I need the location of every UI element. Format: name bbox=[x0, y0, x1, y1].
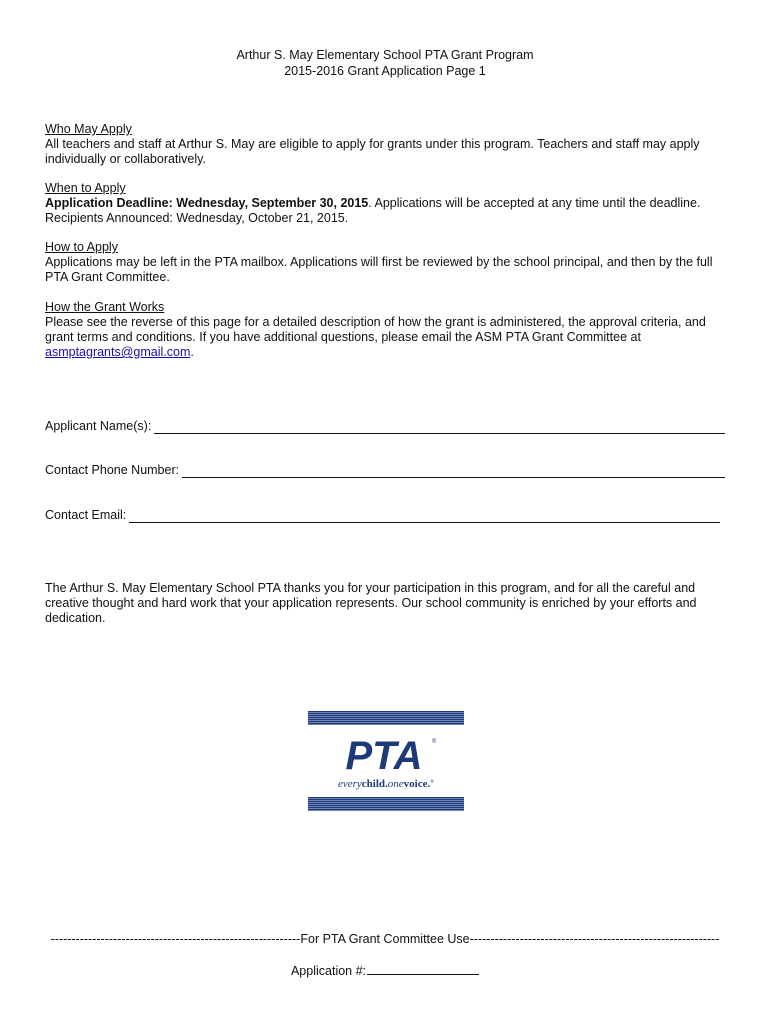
applicant-name-line[interactable] bbox=[154, 421, 725, 434]
period: . bbox=[190, 345, 194, 359]
who-may-apply-text: All teachers and staff at Arthur S. May are eligible to apply for grants under this program. Teachers and staff may apply individually or collaboratively. bbox=[45, 137, 700, 166]
contact-email-line[interactable] bbox=[129, 510, 720, 523]
tagline-child: child. bbox=[361, 778, 388, 790]
tagline-registered-mark: ® bbox=[430, 780, 435, 785]
application-number-label: Application #: bbox=[290, 964, 367, 978]
page-subtitle: 2015-2016 Grant Application Page 1 bbox=[284, 64, 486, 78]
pta-logo bbox=[308, 711, 464, 811]
contact-email-label: Contact Email: bbox=[45, 508, 127, 522]
how-to-apply-section bbox=[45, 240, 735, 285]
document-header bbox=[0, 47, 770, 79]
how-to-apply-heading: How to Apply bbox=[45, 240, 118, 254]
pta-tagline bbox=[338, 778, 434, 790]
application-number-field bbox=[0, 962, 770, 979]
grant-works-body: Please see the reverse of this page for a detailed description of how the grant is administered, the approval criteria, and grant terms and conditions. If you have additional questions, please email the ASM PTA Grant Committee at bbox=[45, 315, 706, 344]
closing-paragraph: The Arthur S. May Elementary School PTA thanks you for your participation in this program, and for all the careful and creative thought and hard work that your application represents. Our school community is enriched by your efforts and dedication. bbox=[45, 581, 697, 625]
applicant-name-label: Applicant Name(s): bbox=[45, 419, 152, 433]
application-number-line[interactable] bbox=[367, 962, 479, 975]
recipients-announced: Recipients Announced: Wednesday, October 21, 2015. bbox=[45, 211, 349, 225]
how-grant-works-text bbox=[45, 315, 735, 360]
deadline-rest: . Applications will be accepted at any time until the deadline. bbox=[368, 196, 701, 210]
how-grant-works-heading: How the Grant Works bbox=[45, 300, 165, 314]
how-to-apply-text: Applications may be left in the PTA mailbox. Applications will first be reviewed by the school principal, and then by the full PTA Grant Committee. bbox=[45, 255, 713, 284]
who-may-apply-section bbox=[45, 122, 735, 167]
how-grant-works-section bbox=[45, 300, 735, 360]
who-may-apply-heading: Who May Apply bbox=[45, 122, 132, 136]
deadline-bold: Application Deadline: Wednesday, September 30, 2015 bbox=[45, 196, 369, 210]
pta-wordmark: PTA bbox=[345, 734, 423, 778]
dashes-left: ------------------------------------------------------------ bbox=[50, 932, 301, 946]
contact-phone-line[interactable] bbox=[182, 465, 725, 478]
tagline-every: every bbox=[337, 778, 362, 790]
contact-phone-label: Contact Phone Number: bbox=[45, 463, 180, 477]
committee-email-link[interactable]: asmptagrants@gmail.com bbox=[45, 345, 191, 359]
tagline-voice: voice. bbox=[403, 778, 431, 790]
contact-phone-field bbox=[45, 463, 725, 478]
applicant-name-field bbox=[45, 419, 725, 434]
deadline-line bbox=[45, 196, 735, 211]
committee-use-divider bbox=[45, 932, 725, 947]
pta-logo-graphic bbox=[308, 711, 464, 811]
tagline-one: one bbox=[387, 778, 404, 790]
pta-registered-mark: ® bbox=[432, 739, 437, 745]
when-to-apply-section bbox=[45, 181, 735, 226]
committee-use-label: For PTA Grant Committee Use bbox=[300, 932, 470, 946]
contact-email-field bbox=[45, 508, 720, 523]
program-title: Arthur S. May Elementary School PTA Grant Program bbox=[236, 48, 534, 62]
dashes-right: ------------------------------------------------------------ bbox=[469, 932, 720, 946]
when-to-apply-heading: When to Apply bbox=[45, 181, 126, 195]
